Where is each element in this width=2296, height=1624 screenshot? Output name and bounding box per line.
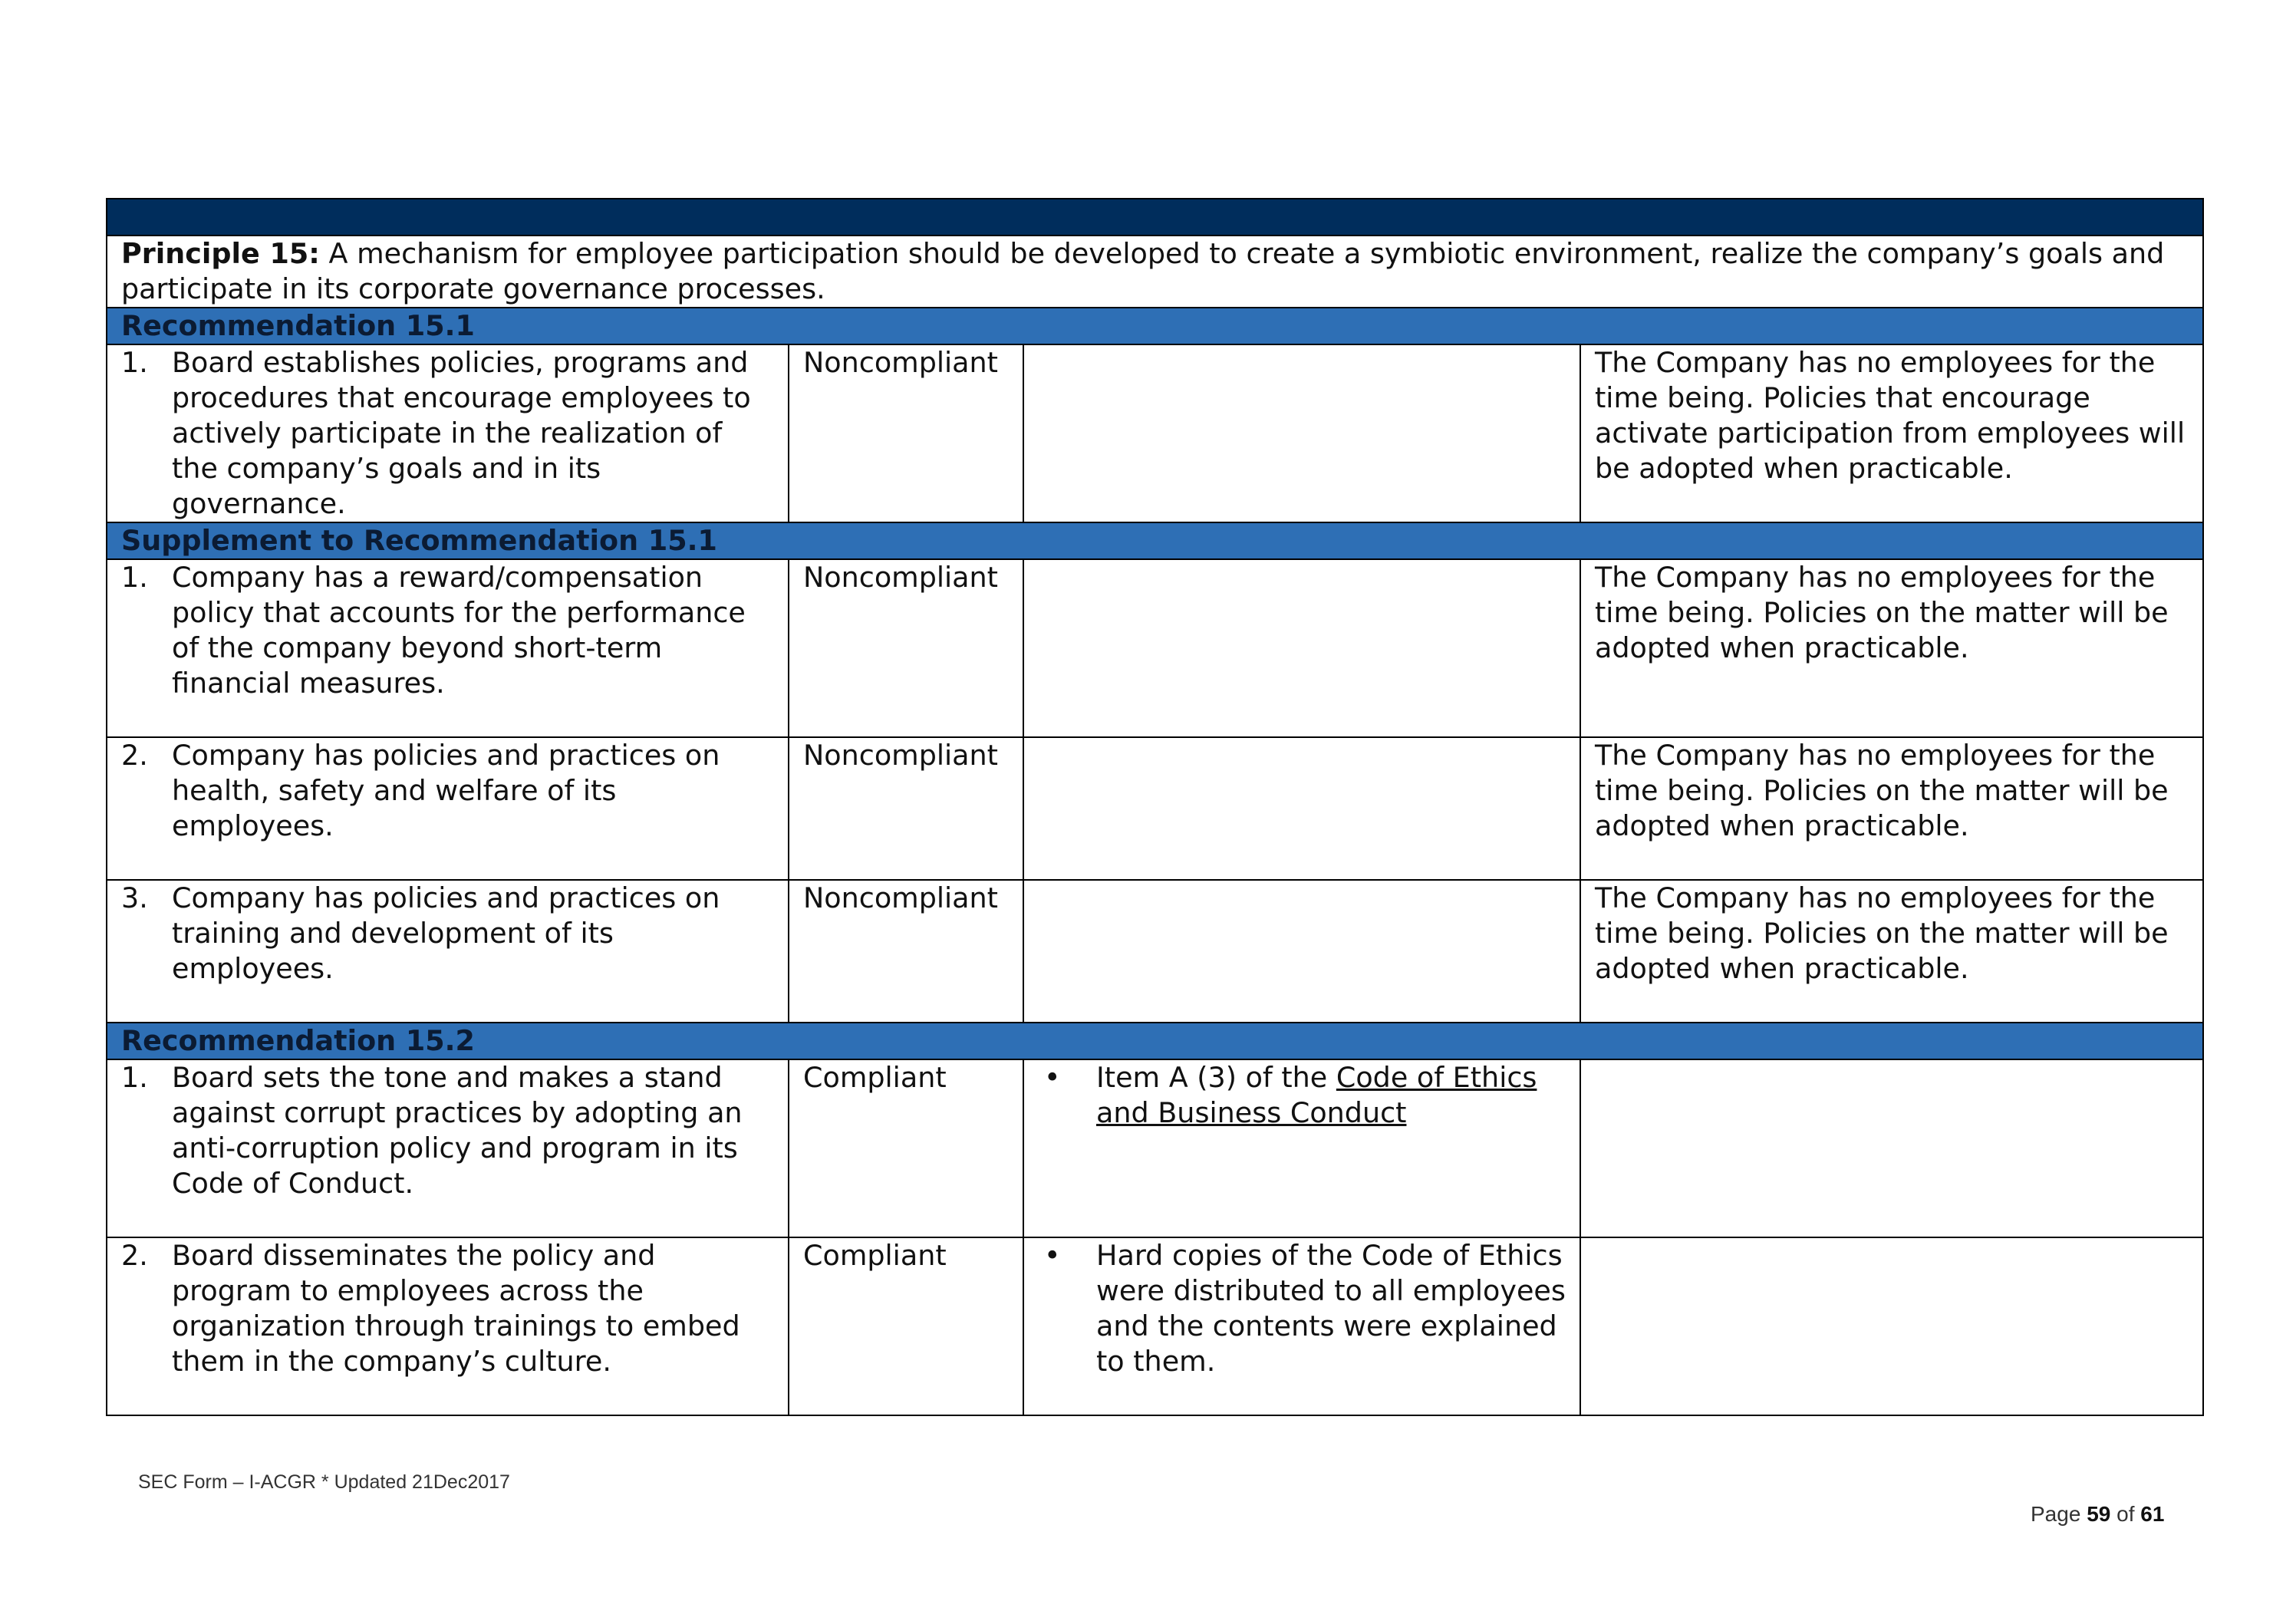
section-header-rec-15-2: Recommendation 15.2 <box>107 1023 2203 1059</box>
explanation-cell <box>1023 1237 1580 1415</box>
item-number: 1. <box>121 1061 148 1094</box>
table-row <box>107 1059 2203 1237</box>
bullet-icon: • <box>1044 1239 1061 1272</box>
header-band <box>107 199 2203 236</box>
remark-cell: The Company has no employees for the time being. Policies on the matter will be adopted when practicable. <box>1580 559 2203 737</box>
status-cell: Noncompliant <box>789 344 1023 522</box>
principle-label: Principle 15: <box>121 237 320 270</box>
table-row <box>107 737 2203 880</box>
remark-cell: The Company has no employees for the time being. Policies on the matter will be adopted when practicable. <box>1580 737 2203 880</box>
status-cell: Compliant <box>789 1059 1023 1237</box>
table-row <box>107 1237 2203 1415</box>
principle-cell <box>107 236 2203 308</box>
item-cell <box>107 344 789 522</box>
item-number: 3. <box>121 881 148 914</box>
page-number: Page 59 of 61 <box>2031 1502 2165 1526</box>
explanation-cell <box>1023 737 1580 880</box>
item-cell <box>107 880 789 1023</box>
explanation-cell <box>1023 559 1580 737</box>
item-text: Board sets the tone and makes a stand against corrupt practices by adopting an anti-corruption policy and program in its Code of Conduct. <box>172 1061 743 1200</box>
item-text: Company has a reward/compensation policy that accounts for the performance of the company beyond short-term financial measures. <box>172 561 746 700</box>
explanation-text: Hard copies of the Code of Ethics were distributed to all employees and the contents were explained to them. <box>1096 1239 1566 1378</box>
item-text: Board disseminates the policy and program to employees across the organization through trainings to embed them in the company’s culture. <box>172 1239 740 1378</box>
item-number: 2. <box>121 1239 148 1272</box>
footer-form-label: SEC Form – I-ACGR * Updated 21Dec2017 <box>138 1471 510 1493</box>
principle-row <box>107 236 2203 308</box>
status-cell: Noncompliant <box>789 880 1023 1023</box>
status-cell: Compliant <box>789 1237 1023 1415</box>
remark-cell <box>1580 1237 2203 1415</box>
bullet-icon: • <box>1044 1061 1061 1094</box>
explanation-cell <box>1023 880 1580 1023</box>
table-row <box>107 880 2203 1023</box>
item-number: 2. <box>121 739 148 772</box>
table-row <box>107 344 2203 522</box>
item-number: 1. <box>121 346 148 379</box>
item-number: 1. <box>121 561 148 594</box>
item-cell <box>107 1237 789 1415</box>
item-cell <box>107 1059 789 1237</box>
status-cell: Noncompliant <box>789 559 1023 737</box>
code-of-ethics-link[interactable]: Code of Ethics and Business Conduct <box>1096 1061 1537 1129</box>
remark-cell <box>1580 1059 2203 1237</box>
explanation-cell <box>1023 344 1580 522</box>
item-text: Board establishes policies, programs and procedures that encourage employees to actively participate in the realization of the company’s goals and in its governance. <box>172 346 751 520</box>
remark-cell: The Company has no employees for the time being. Policies that encourage activate participation from employees will be adopted when practicable. <box>1580 344 2203 522</box>
remark-cell: The Company has no employees for the time being. Policies on the matter will be adopted when practicable. <box>1580 880 2203 1023</box>
table-row <box>107 559 2203 737</box>
governance-table <box>106 198 2204 1416</box>
section-header-rec-15-1: Recommendation 15.1 <box>107 308 2203 344</box>
status-cell: Noncompliant <box>789 737 1023 880</box>
principle-text: A mechanism for employee participation should be developed to create a symbiotic environment, realize the company’s goals and participate in its corporate governance processes. <box>121 237 2165 305</box>
item-cell <box>107 559 789 737</box>
item-text: Company has policies and practices on health, safety and welfare of its employees. <box>172 739 720 842</box>
item-text: Company has policies and practices on training and development of its employees. <box>172 881 720 985</box>
item-cell <box>107 737 789 880</box>
explanation-text: Item A (3) of the <box>1096 1061 1336 1094</box>
section-header-supp-15-1: Supplement to Recommendation 15.1 <box>107 522 2203 559</box>
explanation-cell <box>1023 1059 1580 1237</box>
